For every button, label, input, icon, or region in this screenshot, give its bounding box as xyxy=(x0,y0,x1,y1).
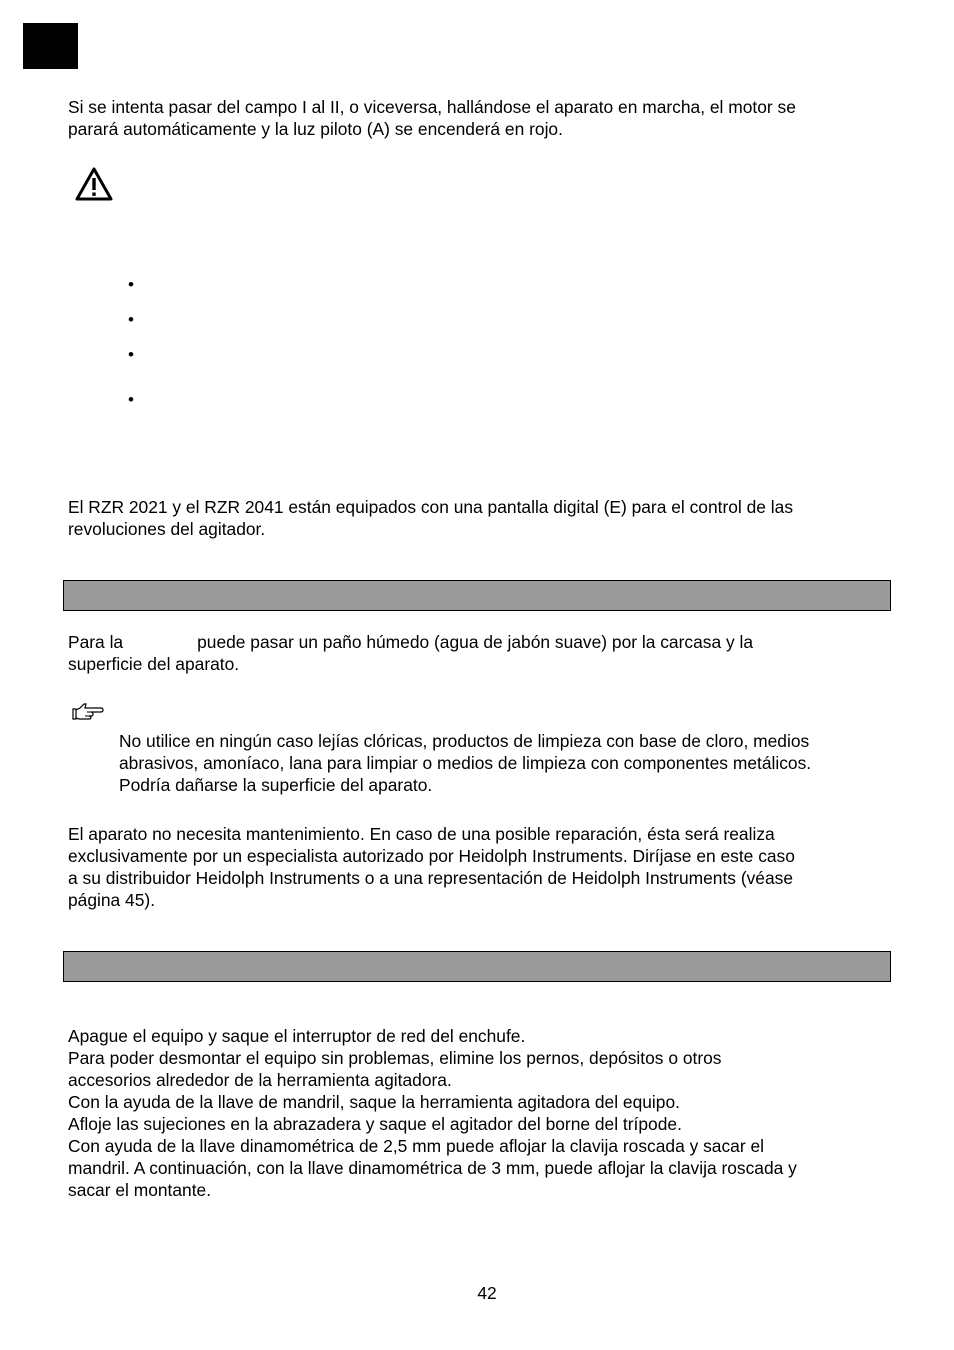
bullet-point: • xyxy=(128,390,134,409)
disassembly-line: Para poder desmontar el equipo sin problemas, elimine los pernos, depósitos o otros xyxy=(68,1048,722,1068)
disassembly-line: Con ayuda de la llave dinamométrica de 2,5 mm puede aflojar la clavija roscada y sacar el xyxy=(68,1136,764,1156)
intro-line: parará automáticamente y la luz piloto (A) se encenderá en rojo. xyxy=(68,119,563,139)
maintenance-line: a su distribuidor Heidolph Instruments o a una representación de Heidolph Instruments (véase xyxy=(68,868,794,888)
display-paragraph xyxy=(68,496,898,540)
cleaning-line: superficie del aparato. xyxy=(68,654,240,674)
bullet-point: • xyxy=(128,275,134,294)
page-corner-marker xyxy=(23,23,78,69)
note-line: No utilice en ningún caso lejías clóricas, productos de limpieza con base de cloro, medios xyxy=(119,731,810,751)
display-line: revoluciones del agitador. xyxy=(68,519,266,539)
disassembly-line: mandril. A continuación, con la llave dinamométrica de 3 mm, puede aflojar la clavija roscada y xyxy=(68,1158,797,1178)
cleaning-lead: Para la xyxy=(68,632,124,652)
disassembly-line: Apague el equipo y saque el interruptor de red del enchufe. xyxy=(68,1026,526,1046)
maintenance-paragraph xyxy=(68,823,898,911)
disassembly-section-bar xyxy=(63,951,891,982)
note-line: abrasivos, amoníaco, lana para limpiar o medios de limpieza con componentes metálicos. xyxy=(119,753,812,773)
warning-triangle-icon xyxy=(74,166,114,202)
disassembly-line: accesorios alrededor de la herramienta agitadora. xyxy=(68,1070,452,1090)
note-line: Podría dañarse la superficie del aparato. xyxy=(119,775,433,795)
bullet-point: • xyxy=(128,345,134,364)
pointing-hand-icon xyxy=(71,700,105,722)
cleaning-paragraph xyxy=(68,631,898,675)
cleaning-section-bar xyxy=(63,580,891,611)
intro-line: Si se intenta pasar del campo I al II, o viceversa, hallándose el aparato en marcha, el motor se xyxy=(68,97,796,117)
disassembly-line: Con la ayuda de la llave de mandril, saque la herramienta agitadora del equipo. xyxy=(68,1092,680,1112)
cleaning-line1-rest: puede pasar un paño húmedo (agua de jabón suave) por la carcasa y la xyxy=(197,632,754,652)
disassembly-line: sacar el montante. xyxy=(68,1180,212,1200)
maintenance-line: El aparato no necesita mantenimiento. En caso de una posible reparación, ésta será realiza xyxy=(68,824,775,844)
maintenance-line: página 45). xyxy=(68,890,156,910)
page-number: 42 xyxy=(477,1283,497,1303)
disassembly-paragraph xyxy=(68,1025,898,1201)
intro-paragraph xyxy=(68,96,898,140)
display-line: El RZR 2021 y el RZR 2041 están equipados con una pantalla digital (E) para el control de las xyxy=(68,497,794,517)
bullet-point: • xyxy=(128,310,134,329)
disassembly-line: Afloje las sujeciones en la abrazadera y saque el agitador del borne del trípode. xyxy=(68,1114,682,1134)
cleaning-line xyxy=(68,631,898,653)
maintenance-line: exclusivamente por un especialista autorizado por Heidolph Instruments. Diríjase en este caso xyxy=(68,846,795,866)
cleaning-note xyxy=(119,730,894,796)
